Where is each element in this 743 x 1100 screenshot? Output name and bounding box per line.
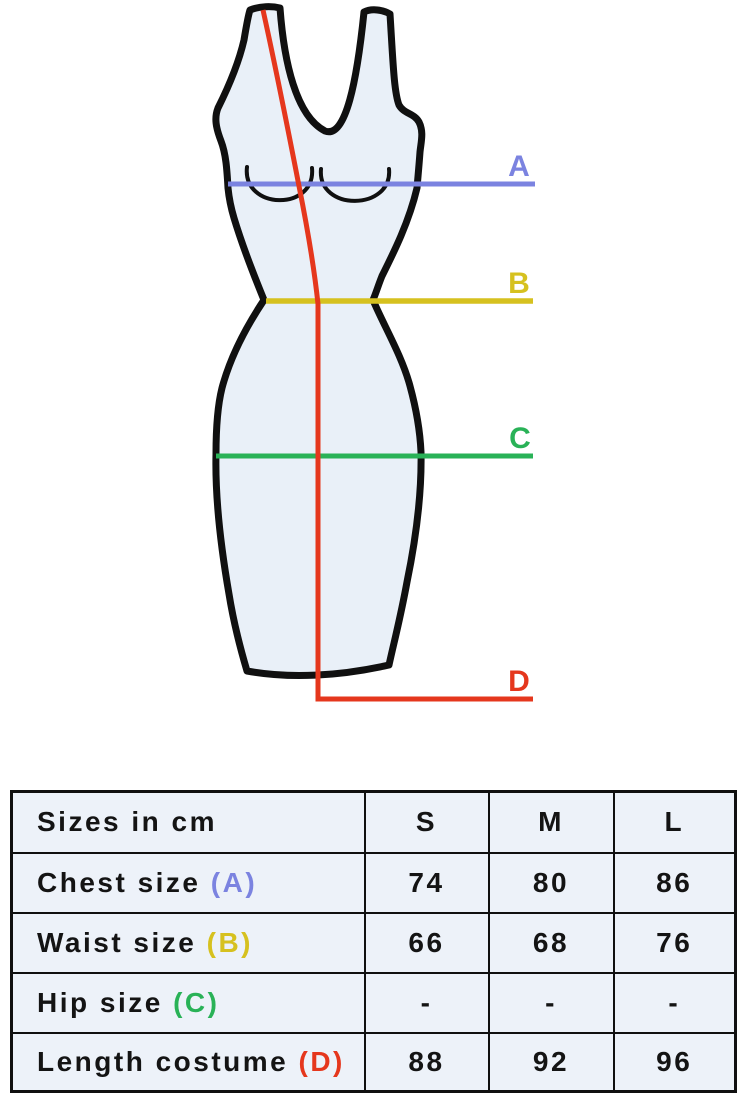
- table-row-waist: [12, 913, 736, 973]
- waist-value-m: 68: [489, 913, 614, 973]
- chest-row-marker: (A): [210, 866, 258, 898]
- length-row-marker: (D): [298, 1045, 345, 1077]
- hip-value-s: -: [365, 973, 489, 1033]
- waist-value-l: 76: [614, 913, 736, 973]
- waist-row-label: [12, 913, 365, 973]
- hip-row-text: Hip size: [37, 986, 163, 1018]
- size-chart-table: [10, 790, 737, 1093]
- table-header-row: [12, 792, 736, 853]
- length-value-s: 88: [365, 1033, 489, 1092]
- chest-value-l: 86: [614, 853, 736, 913]
- waist-row-marker: (B): [206, 926, 253, 958]
- header-size-m: M: [489, 792, 614, 853]
- table-row-length: [12, 1033, 736, 1092]
- chest-value-m: 80: [489, 853, 614, 913]
- length-row-text: Length costume: [37, 1045, 289, 1077]
- hip-row-label: [12, 973, 365, 1033]
- table-row-hip: [12, 973, 736, 1033]
- chest-value-s: 74: [365, 853, 489, 913]
- length-row-label: [12, 1033, 365, 1092]
- hip-value-l: -: [614, 973, 736, 1033]
- length-label: D: [508, 665, 530, 698]
- chest-row-text: Chest size: [37, 866, 201, 898]
- length-value-l: 96: [614, 1033, 736, 1092]
- header-size-l: L: [614, 792, 736, 853]
- hip-value-m: -: [489, 973, 614, 1033]
- hip-row-marker: (C): [173, 986, 220, 1018]
- hip-label: C: [509, 422, 531, 455]
- chest-row-label: [12, 853, 365, 913]
- waist-value-s: 66: [365, 913, 489, 973]
- chest-label: A: [508, 150, 530, 183]
- waist-label: B: [508, 267, 530, 300]
- table-row-chest: [12, 853, 736, 913]
- table-title: Sizes in cm: [12, 792, 365, 853]
- header-size-s: S: [365, 792, 489, 853]
- waist-row-text: Waist size: [37, 926, 197, 958]
- length-value-m: 92: [489, 1033, 614, 1092]
